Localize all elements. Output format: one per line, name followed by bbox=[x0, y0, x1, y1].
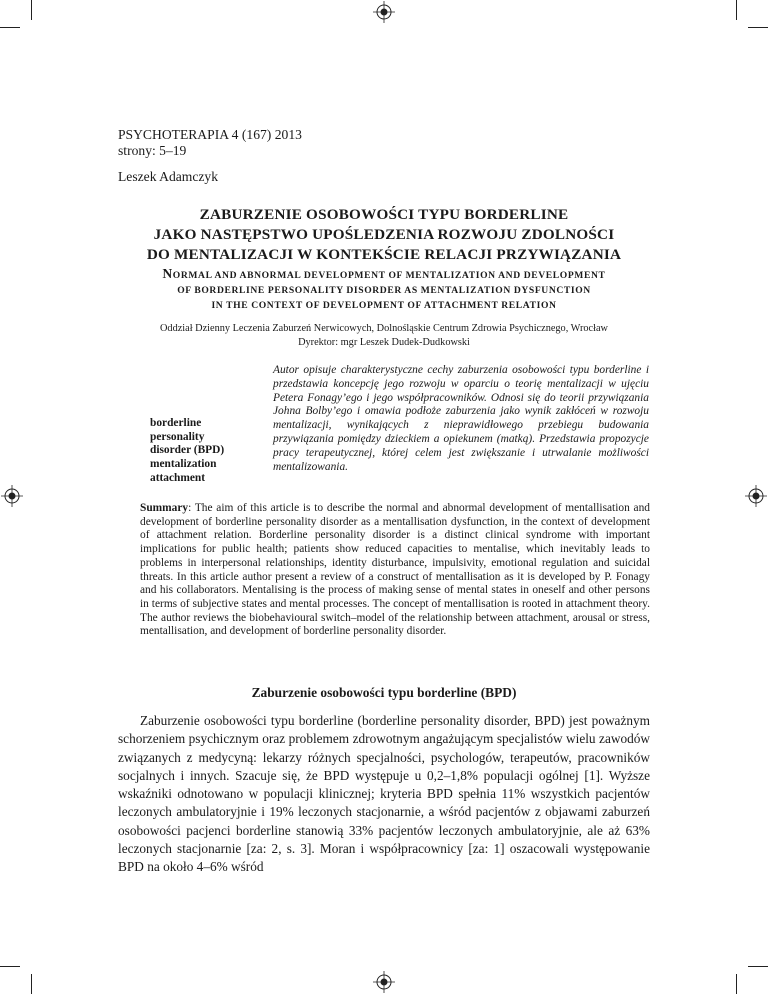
summary-label: Summary bbox=[140, 502, 189, 514]
keyword: personality bbox=[150, 430, 205, 443]
title-english-initial: N bbox=[162, 266, 173, 281]
affiliation bbox=[110, 322, 658, 350]
crop-mark bbox=[748, 27, 768, 28]
keyword: mentalization bbox=[150, 458, 217, 471]
crop-mark bbox=[736, 0, 737, 20]
keywords bbox=[150, 417, 260, 486]
title-polish-line: DO MENTALIZACJI W KONTEKŚCIE RELACJI PRZYWIĄZANIA bbox=[146, 246, 622, 263]
crop-mark bbox=[736, 974, 737, 994]
affiliation-director: Dyrektor: mgr Leszek Dudek-Dudkowski bbox=[298, 337, 470, 348]
title-english-line: OF BORDERLINE PERSONALITY DISORDER AS MENTALIZATION DYSFUNCTION bbox=[177, 285, 591, 296]
journal-pages: strony: 5–19 bbox=[118, 143, 187, 158]
summary-text: : The aim of this article is to describe the normal and abnormal development of mentallisation and development of borderline personality disorder as a mentallisation dysfunction, in the context of development of attachment relation. Borderline personality disorder is a distinct clinical syndrome with important implications for public health; patients show reduced capacities to mentalise, which inevitably leads to problems in interpersonal relationships, identity disturbance, impulsivity, emotional regulation and suicidal threats. In this article author present a review of a construct of mentallisation as it is developed by P. Fonagy and his collaborators. Mentalising is the process of making sense of mental states in oneself and other persons in terms of subjective states and mental processes. The concept of mentallisation is rooted in attachment theory. The author reviews the biobehavioural switch–model of the relationship between attachment, arousal or stress, mentallisation, and development of borderline personality disorder. bbox=[140, 502, 650, 638]
crop-mark bbox=[31, 0, 32, 20]
summary bbox=[140, 502, 650, 639]
keyword: disorder (BPD) bbox=[150, 444, 225, 457]
title-polish bbox=[110, 205, 658, 265]
crop-mark bbox=[0, 27, 20, 28]
crop-mark bbox=[31, 974, 32, 994]
abstract-polish: Autor opisuje charakterystyczne cechy zaburzenia osobowości typu borderline i przedstawia koncepcję jego rozwoju w oparciu o teorię mentalizacji w ujęciu Petera Fonagy’ego i jego współpracowników. Odnosi się do teorii przywiązania Johna Bolby’ego i omawia podłoże zaburzenia jako wynik zakłóceń w rozwoju mentalizacji, wynikających z nieprawidłowego przebiegu budowania przywiązania pomiędzy dzieckiem a opiekunem (matką). Przedstawia propozycje pracy terapeutycznej, której celem jest zwiększanie i utrwalanie możliwości mentalizowania. bbox=[273, 364, 649, 473]
author-name: Leszek Adamczyk bbox=[118, 169, 219, 184]
title-polish-line: JAKO NASTĘPSTWO UPOŚLEDZENIA ROZWOJU ZDOLNOŚCI bbox=[153, 226, 615, 243]
registration-mark-icon bbox=[1, 485, 23, 507]
title-polish-line: ZABURZENIE OSOBOWOŚCI TYPU BORDERLINE bbox=[199, 206, 569, 223]
registration-mark-icon bbox=[373, 1, 395, 23]
title-english-line bbox=[110, 266, 658, 283]
keyword: attachment bbox=[150, 471, 206, 484]
title-english bbox=[110, 266, 658, 313]
title-english-line-rest: ORMAL AND ABNORMAL DEVELOPMENT OF MENTALIZATION AND DEVELOPMENT bbox=[172, 270, 606, 281]
registration-mark-icon bbox=[745, 485, 767, 507]
journal-info bbox=[118, 127, 302, 159]
title-english-line: IN THE CONTEXT OF DEVELOPMENT OF ATTACHMENT RELATION bbox=[211, 300, 557, 311]
section-heading: Zaburzenie osobowości typu borderline (BPD) bbox=[251, 685, 517, 700]
keyword: borderline bbox=[150, 417, 202, 429]
affiliation-institution: Oddział Dzienny Leczenia Zaburzeń Nerwicowych, Dolnośląskie Centrum Zdrowia Psychicznego, Wrocław bbox=[159, 323, 608, 334]
body-text bbox=[118, 712, 650, 877]
registration-mark-icon bbox=[373, 971, 395, 993]
crop-mark bbox=[0, 966, 20, 967]
journal-name: PSYCHOTERAPIA 4 (167) 2013 bbox=[118, 127, 302, 142]
crop-mark bbox=[748, 966, 768, 967]
body-paragraph: Zaburzenie osobowości typu borderline (borderline personality disorder, BPD) jest poważnym schorzeniem psychicznym oraz problemem zdrowotnym angażującym specjalistów wielu zawodów związanych z medycyną: lekarzy różnych specjalności, psychologów, terapeutów, pracowników socjalnych i innych. Szacuje się, że BPD występuje u 0,2–1,8% populacji ogólnej [1]. Wyższe wskaźniki odnotowano w populacji klinicznej; kryteria BPD spełnia 11% wszystkich pacjentów leczonych ambulatoryjnie i 19% leczonych stacjonarnie, a wśród pacjentów z objawami zaburzeń osobowości pacjenci borderline stanowią 33% pacjentów leczonych ambulatoryjnie, ale aż 63% leczonych stacjonarnie [za: 2, s. 3]. Moran i współpracownicy [za: 1] oszacowali występowanie BPD na około 4–6% wśród bbox=[118, 713, 650, 875]
